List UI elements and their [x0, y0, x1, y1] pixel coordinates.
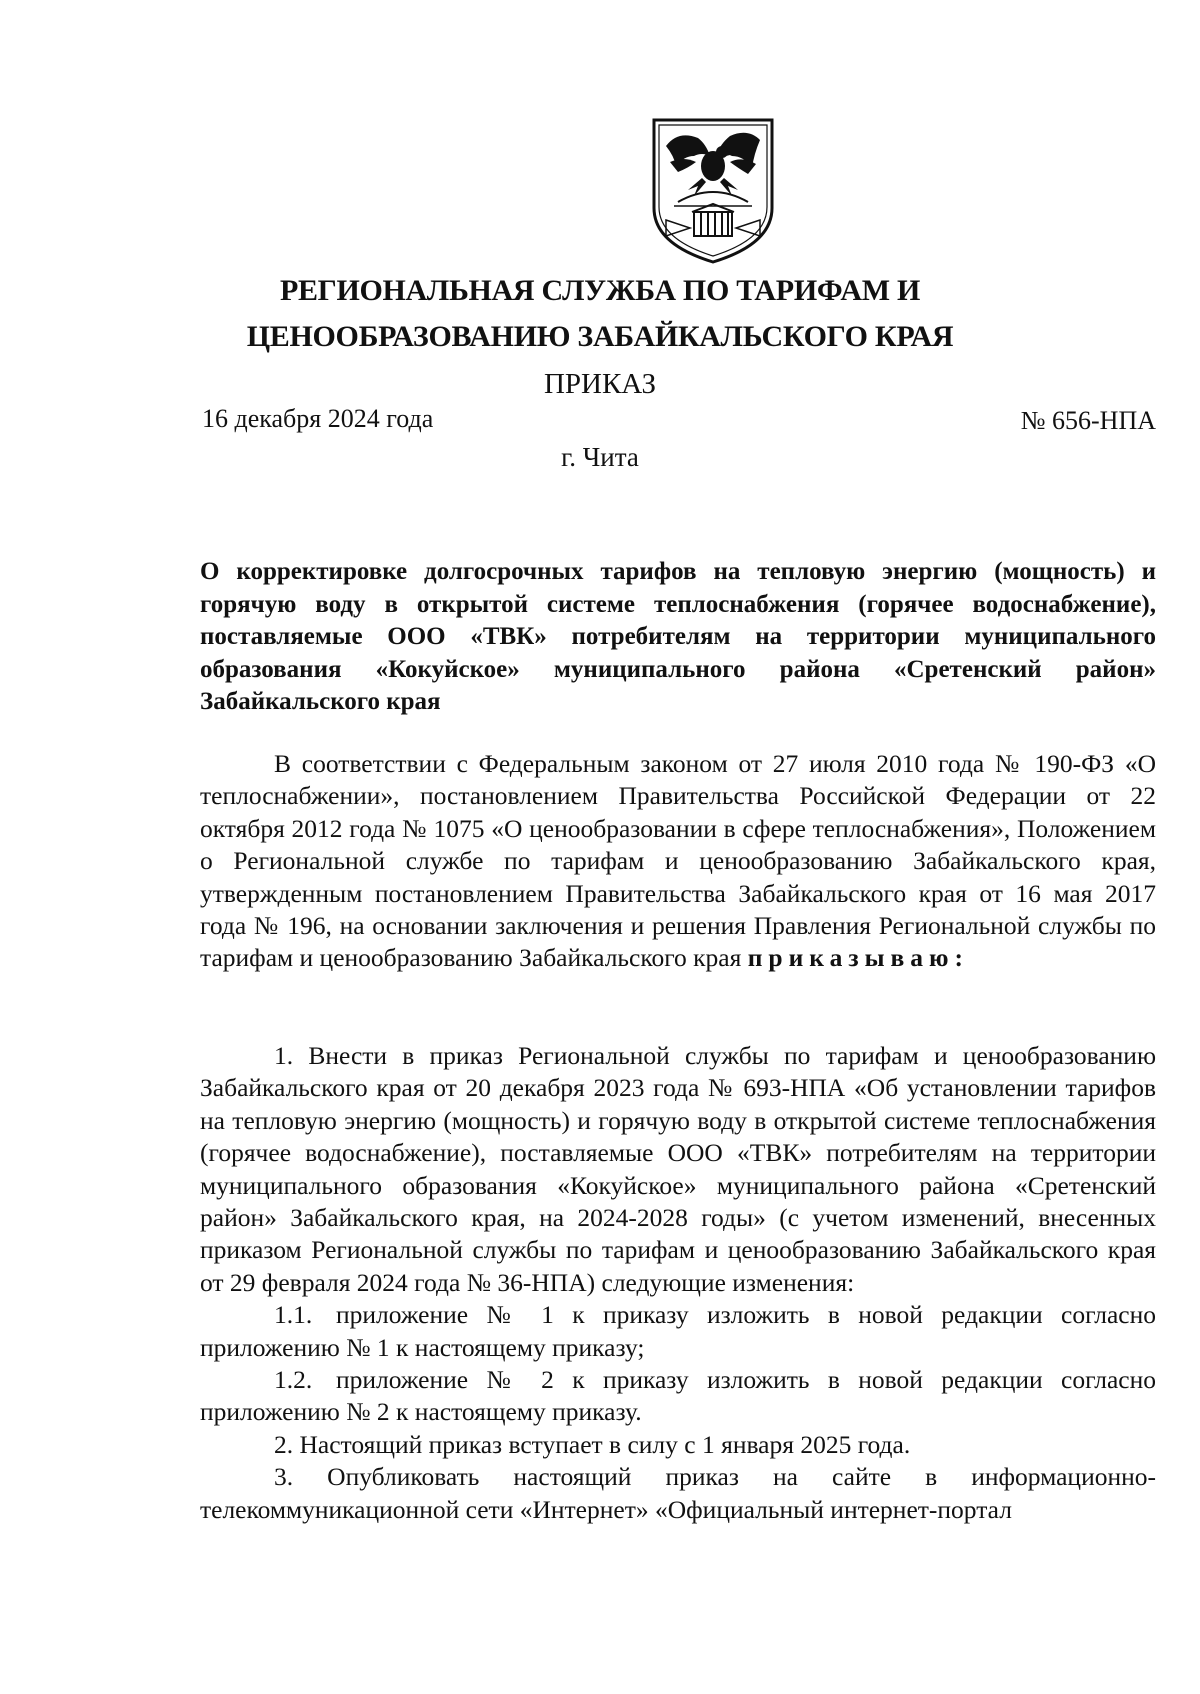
item-1-2-number: 1.2. [274, 1365, 313, 1395]
preamble-paragraph [200, 748, 1156, 975]
item-3: 3. Опубликовать настоящий приказ на сайте в информационно-телекоммуникационной сети «Интернет» «Официальный интернет-портал [200, 1462, 1156, 1524]
item-1-2-text: приложение № 2 к приказу изложить в новой редакции согласно приложению № 2 к настоящему приказу. [200, 1365, 1156, 1427]
document-type: ПРИКАЗ [543, 368, 657, 400]
item-1: 1. Внести в приказ Региональной службы по тарифам и ценообразованию Забайкальского края от 20 декабря 2023 года № 693-НПА «Об установлении тарифов на тепловую энергию (мощность) и горячую воду в открытой системе теплоснабжения (горячее водоснабжение), поставляемые ООО «ТВК» потребителям на территории муниципального образования «Кокуйское» муниципального района «Сретенский район» Забайкальского края, на 2024-2028 годы» (с учетом изменений, внесенных приказом Региональной службы по тарифам и ценообразованию Забайкальского края от 29 февраля 2024 года № 36-НПА) следующие изменения: [200, 1041, 1156, 1297]
agency-name-line-2: ЦЕНООБРАЗОВАНИЮ ЗАБАЙКАЛЬСКОГО КРАЯ [246, 320, 954, 353]
agency-name [180, 268, 1020, 360]
document-subject: О корректировке долгосрочных тарифов на тепловую энергию (мощность) и горячую воду в открытой системе теплоснабжения (горячее водоснабжение), поставляемые ООО «ТВК» потребителям на территории муниципального образования «Кокуйское» муниципального района «Сретенский район» Забайкальского края [200, 558, 1156, 715]
document-date: 16 декабря 2024 года [202, 404, 434, 433]
item-1-2 [200, 1364, 1156, 1429]
order-word: приказываю: [747, 943, 969, 973]
item-1-1 [200, 1299, 1156, 1364]
item-2: 2. Настоящий приказ вступает в силу с 1 января 2025 года. [274, 1429, 911, 1459]
preamble-text: В соответствии с Федеральным законом от 27 июля 2010 года № 190-ФЗ «О теплоснабжении», постановлением Правительства Российской Федерации от 22 октября 2012 года № 1075 «О ценообразовании в сфере теплоснабжения», Положением о Региональной службе по тарифам и ценообразованию Забайкальского края, утвержденным постановлением Правительства Забайкальского края от 16 мая 2017 года № 196, на основании заключения и решения Правления Региональной службы по тарифам и ценообразованию Забайкальского края [200, 749, 1156, 973]
item-1-1-text: приложение № 1 к приказу изложить в новой редакции согласно приложению № 1 к настоящему приказу; [200, 1300, 1156, 1362]
document-city: г. Чита [561, 442, 639, 472]
order-items [200, 1040, 1156, 1526]
preamble [200, 748, 1156, 975]
item-1-1-number: 1.1. [274, 1300, 313, 1330]
document-number: № 656-НПА [1020, 406, 1156, 435]
coat-of-arms-icon [648, 116, 778, 266]
agency-name-line-1: РЕГИОНАЛЬНАЯ СЛУЖБА ПО ТАРИФАМ И [279, 274, 921, 307]
